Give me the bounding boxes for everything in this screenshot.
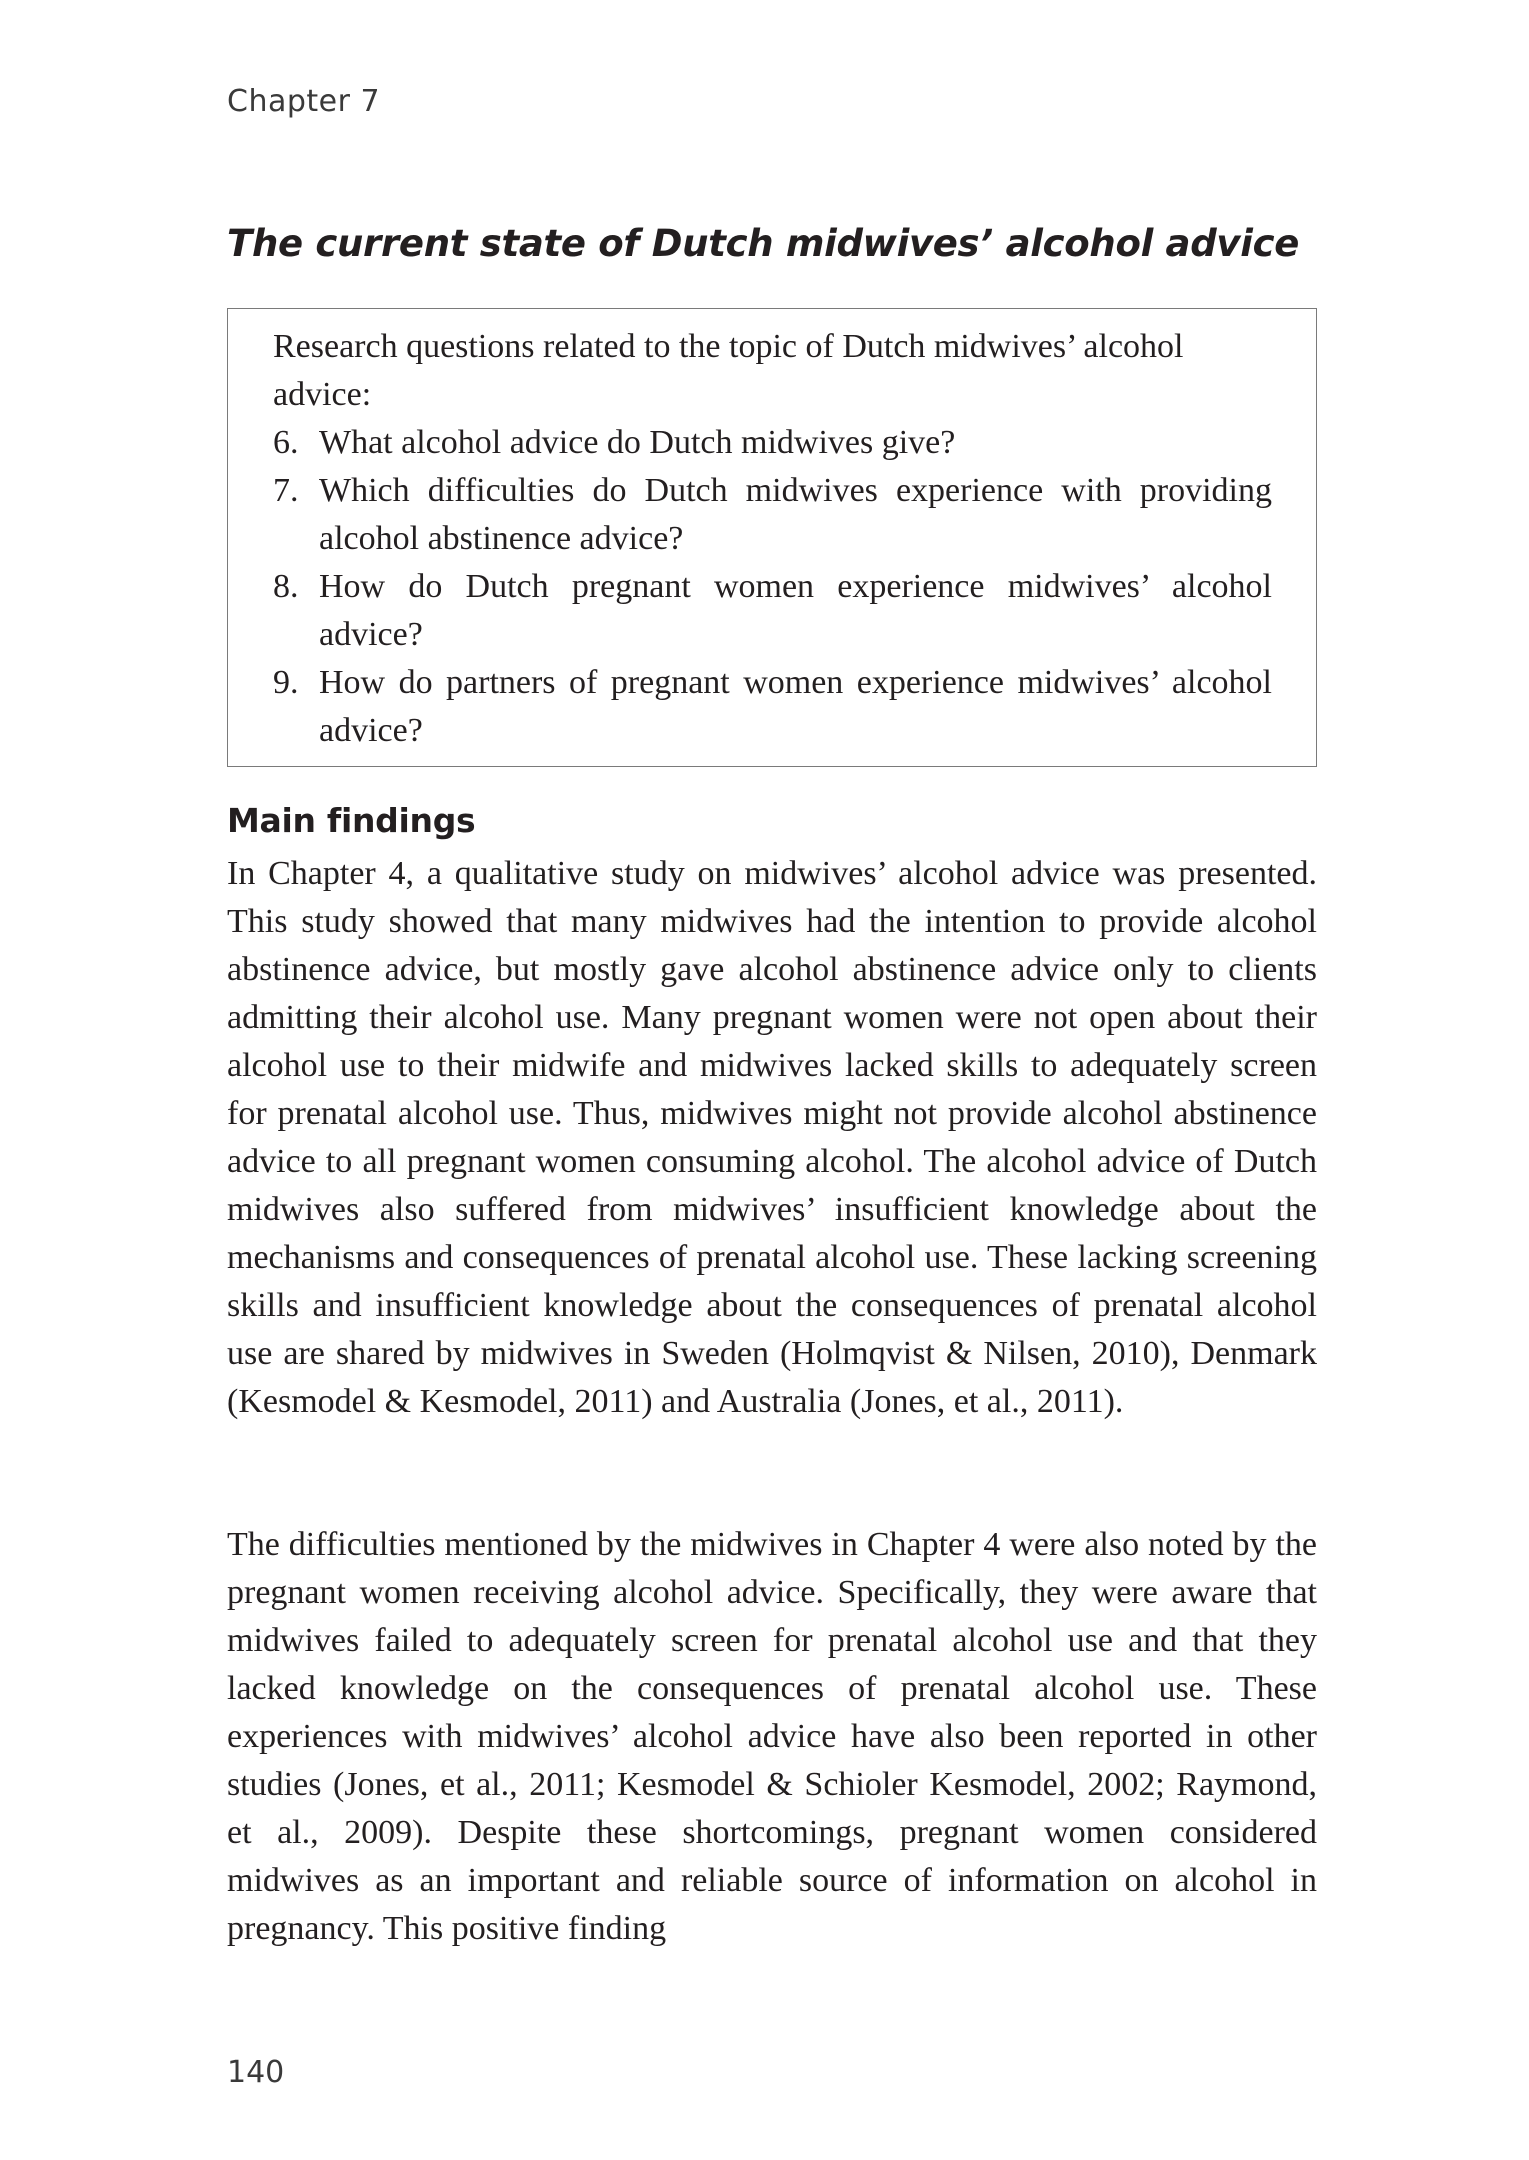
question-number: 6.	[273, 424, 299, 461]
research-question	[273, 419, 1272, 467]
question-text: How do Dutch pregnant women experience midwives’ alcohol advice?	[319, 568, 1272, 653]
research-questions-list	[273, 419, 1272, 755]
question-number: 7.	[273, 472, 299, 509]
main-findings-heading: Main findings	[227, 801, 476, 840]
question-number: 9.	[273, 664, 299, 701]
question-text: What alcohol advice do Dutch midwives give?	[319, 424, 956, 461]
body-paragraph: The difficulties mentioned by the midwives in Chapter 4 were also noted by the pregnant women receiving alcohol advice. Specifically, they were aware that midwives failed to adequately screen for prenatal alcohol use and that they lacked knowledge on the consequences of prenatal alcohol use. These experiences with midwives’ alcohol advice have also been reported in other studies (Jones, et al., 2011; Kesmodel & Schioler Kesmodel, 2002; Raymond, et al., 2009). Despite these shortcomings, pregnant women considered midwives as an important and reliable source of information on alcohol in pregnancy. This positive finding	[227, 1526, 1317, 1947]
research-question	[273, 563, 1272, 659]
body-paragraph: In Chapter 4, a qualitative study on midwives’ alcohol advice was presented. This study showed that many midwives had the intention to provide alcohol abstinence advice, but mostly gave alcohol abstinence advice only to clients admitting their alcohol use. Many pregnant women were not open about their alcohol use to their midwife and midwives lacked skills to adequately screen for prenatal alcohol use. Thus, midwives might not provide alcohol abstinence advice to all pregnant women consuming alcohol. The alcohol advice of Dutch midwives also suffered from midwives’ insufficient knowledge about the mechanisms and consequences of prenatal alcohol use. These lacking screening skills and insufficient knowledge about the consequences of prenatal alcohol use are shared by midwives in Sweden (Holmqvist & Nilsen, 2010), Denmark (Kesmodel & Kesmodel, 2011) and Australia (Jones, et al., 2011).	[227, 855, 1317, 1420]
research-question	[273, 467, 1272, 563]
research-question	[273, 659, 1272, 755]
question-text: How do partners of pregnant women experience midwives’ alcohol advice?	[319, 664, 1272, 749]
question-text: Which difficulties do Dutch midwives experience with providing alcohol abstinence advice?	[319, 472, 1272, 557]
research-questions-intro: Research questions related to the topic of Dutch midwives’ alcohol advice:	[273, 328, 1184, 413]
research-questions-box	[227, 308, 1317, 767]
section-title: The current state of Dutch midwives’ alcohol advice	[227, 222, 1300, 265]
page-number: 140	[227, 2055, 285, 2090]
running-head: Chapter 7	[227, 84, 381, 119]
question-number: 8.	[273, 568, 299, 605]
